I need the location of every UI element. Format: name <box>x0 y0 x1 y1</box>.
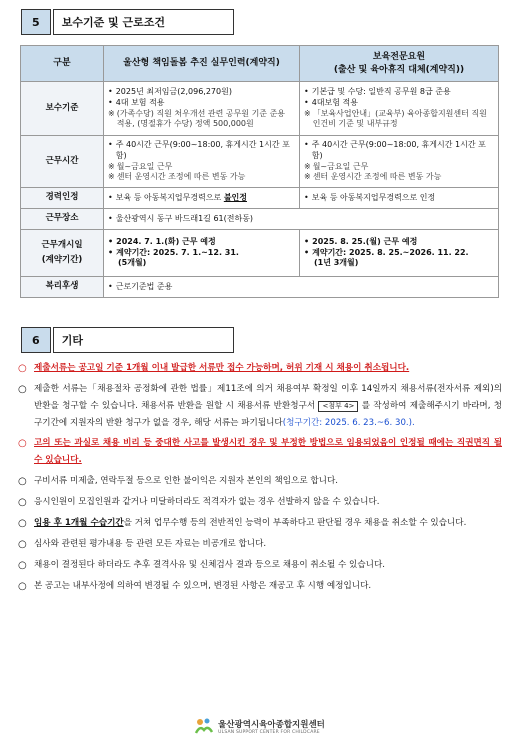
list-item: ○ 제출서류는 공고일 기준 1개월 이내 발급한 서류만 접수 가능하며, 허위 기재 시 채용이 취소됩니다. <box>18 363 410 374</box>
place-value: • 울산광역시 동구 바드래1길 61(전하동) <box>104 209 499 230</box>
list-item: ○ 본 공고는 내부사정에 의하여 변경될 수 있으며, 변경된 사항은 재공고 후 시행 예정입니다. <box>18 580 372 592</box>
table-row-hours <box>21 136 499 188</box>
list-item: ○ 심사와 관련된 평가내용 등 관련 모든 자료는 비공개로 합니다. <box>18 538 267 550</box>
row-label: 보수기준 <box>21 82 104 136</box>
row-label: 근무장소 <box>21 209 104 230</box>
footer-logo <box>0 717 519 735</box>
row-label: 근무개시일 (계약기간) <box>21 230 104 277</box>
section-title: 보수기준 및 근로조건 <box>53 9 234 35</box>
conditions-table <box>20 45 499 298</box>
list-item: ○ 채용이 결정된다 하더라도 추후 결격사유 및 신체검사 결과 등으로 채용이 취소될 수 있습니다. <box>18 559 385 571</box>
section-number: 6 <box>21 327 51 353</box>
section-title: 기타 <box>53 327 234 353</box>
pay-left: • 2025년 최저임금(2,096,270원) • 4대 보험 적용 ※ (가족수당) 직원 처우개선 관련 공무원 기준 준용 적용, (명절휴가 수당) 정액 500,000원 <box>104 82 300 136</box>
table-row-welfare <box>21 277 499 298</box>
section-6-header <box>21 327 234 353</box>
center-logo-icon <box>194 717 214 735</box>
table-row-place <box>21 209 499 230</box>
list-item: ○ 고의 또는 과실로 채용 비리 등 중대한 사고를 발생시킨 경우 및 부정한 방법으로 임용되었음이 인정될 때에는 직권면직 될 수 있습니다. <box>18 438 502 465</box>
career-right: • 보육 등 아동복지업무경력으로 인정 <box>300 188 499 209</box>
org-name: 울산광역시육아종합지원센터 <box>218 719 325 730</box>
header-practical-staff: 울산형 책임돌봄 추진 실무인력(계약직) <box>104 46 300 82</box>
row-label: 근무시간 <box>21 136 104 188</box>
pay-right: • 기본급 및 수당: 일반직 공무원 8급 준용 • 4대보험 적용 ※ 「보육사업안내」(교육부) 육아종합지원센터 직원 인건비 기준 및 내부규정 <box>300 82 499 136</box>
section-5-header <box>21 9 234 35</box>
welfare-value: • 근로기준법 준용 <box>104 277 499 298</box>
hours-right: • 주 40시간 근무(9:00~18:00, 휴게시간 1시간 포함) ※ 월~금요일 근무 ※ 센터 운영시간 조정에 따른 변동 가능 <box>300 136 499 188</box>
start-left: • 2024. 7. 1.(화) 근무 예정 • 계약기간: 2025. 7. 1.~12. 31. (5개월) <box>104 230 300 277</box>
section-number: 5 <box>21 9 51 35</box>
list-item: ○ 임용 후 1개월 수습기간을 거쳐 업무수행 등의 전반적인 능력이 부족하다고 판단될 경우 채용을 취소할 수 있습니다. <box>18 517 467 529</box>
career-left: • 보육 등 아동복지업무경력으로 불인정 <box>104 188 300 209</box>
list-item: ○ 응시인원이 모집인원과 같거나 미달하더라도 적격자가 없는 경우 선발하지 않을 수 있습니다. <box>18 496 380 508</box>
list-item: ○ 구비서류 미제출, 연락두절 등으로 인한 불이익은 지원자 본인의 책임으로 합니다. <box>18 475 339 487</box>
header-category: 구분 <box>21 46 104 82</box>
header-childcare-specialist: 보육전문요원 (출산 및 육아휴직 대체(계약직)) <box>300 46 499 82</box>
attachment-badge: <첨부 4> <box>318 401 358 412</box>
row-label: 복리후생 <box>21 277 104 298</box>
table-header-row <box>21 46 499 82</box>
row-label: 경력인정 <box>21 188 104 209</box>
hours-left: • 주 40시간 근무(9:00~18:00, 휴게시간 1시간 포함) ※ 월~금요일 근무 ※ 센터 운영시간 조정에 따른 변동 가능 <box>104 136 300 188</box>
org-name-en: ULSAN SUPPORT CENTER FOR CHILDCARE <box>218 729 320 735</box>
notice-list <box>18 360 502 599</box>
table-row-career <box>21 188 499 209</box>
table-row-start <box>21 230 499 277</box>
table-row-pay <box>21 82 499 136</box>
start-right: • 2025. 8. 25.(월) 근무 예정 • 계약기간: 2025. 8. 25.~2026. 11. 22. (1년 3개월) <box>300 230 499 277</box>
list-item: ○ 제출한 서류는「채용절차 공정화에 관한 법률」제11조에 의거 채용여부 확정일 이후 14일까지 채용서류(전자서류 제외)의 반환을 청구할 수 있습니다. 채용서류 반환을 원할 시 채용서류 반환청구서 <첨부 4> 를 작성하여 제출해주시기 바라며, 청구기간에 지원자의 반환 청구가 없을 경우, 해당 서류는 파기됩니다(청구기간: 2025. 6. 23.~6. 30.). <box>18 384 503 428</box>
